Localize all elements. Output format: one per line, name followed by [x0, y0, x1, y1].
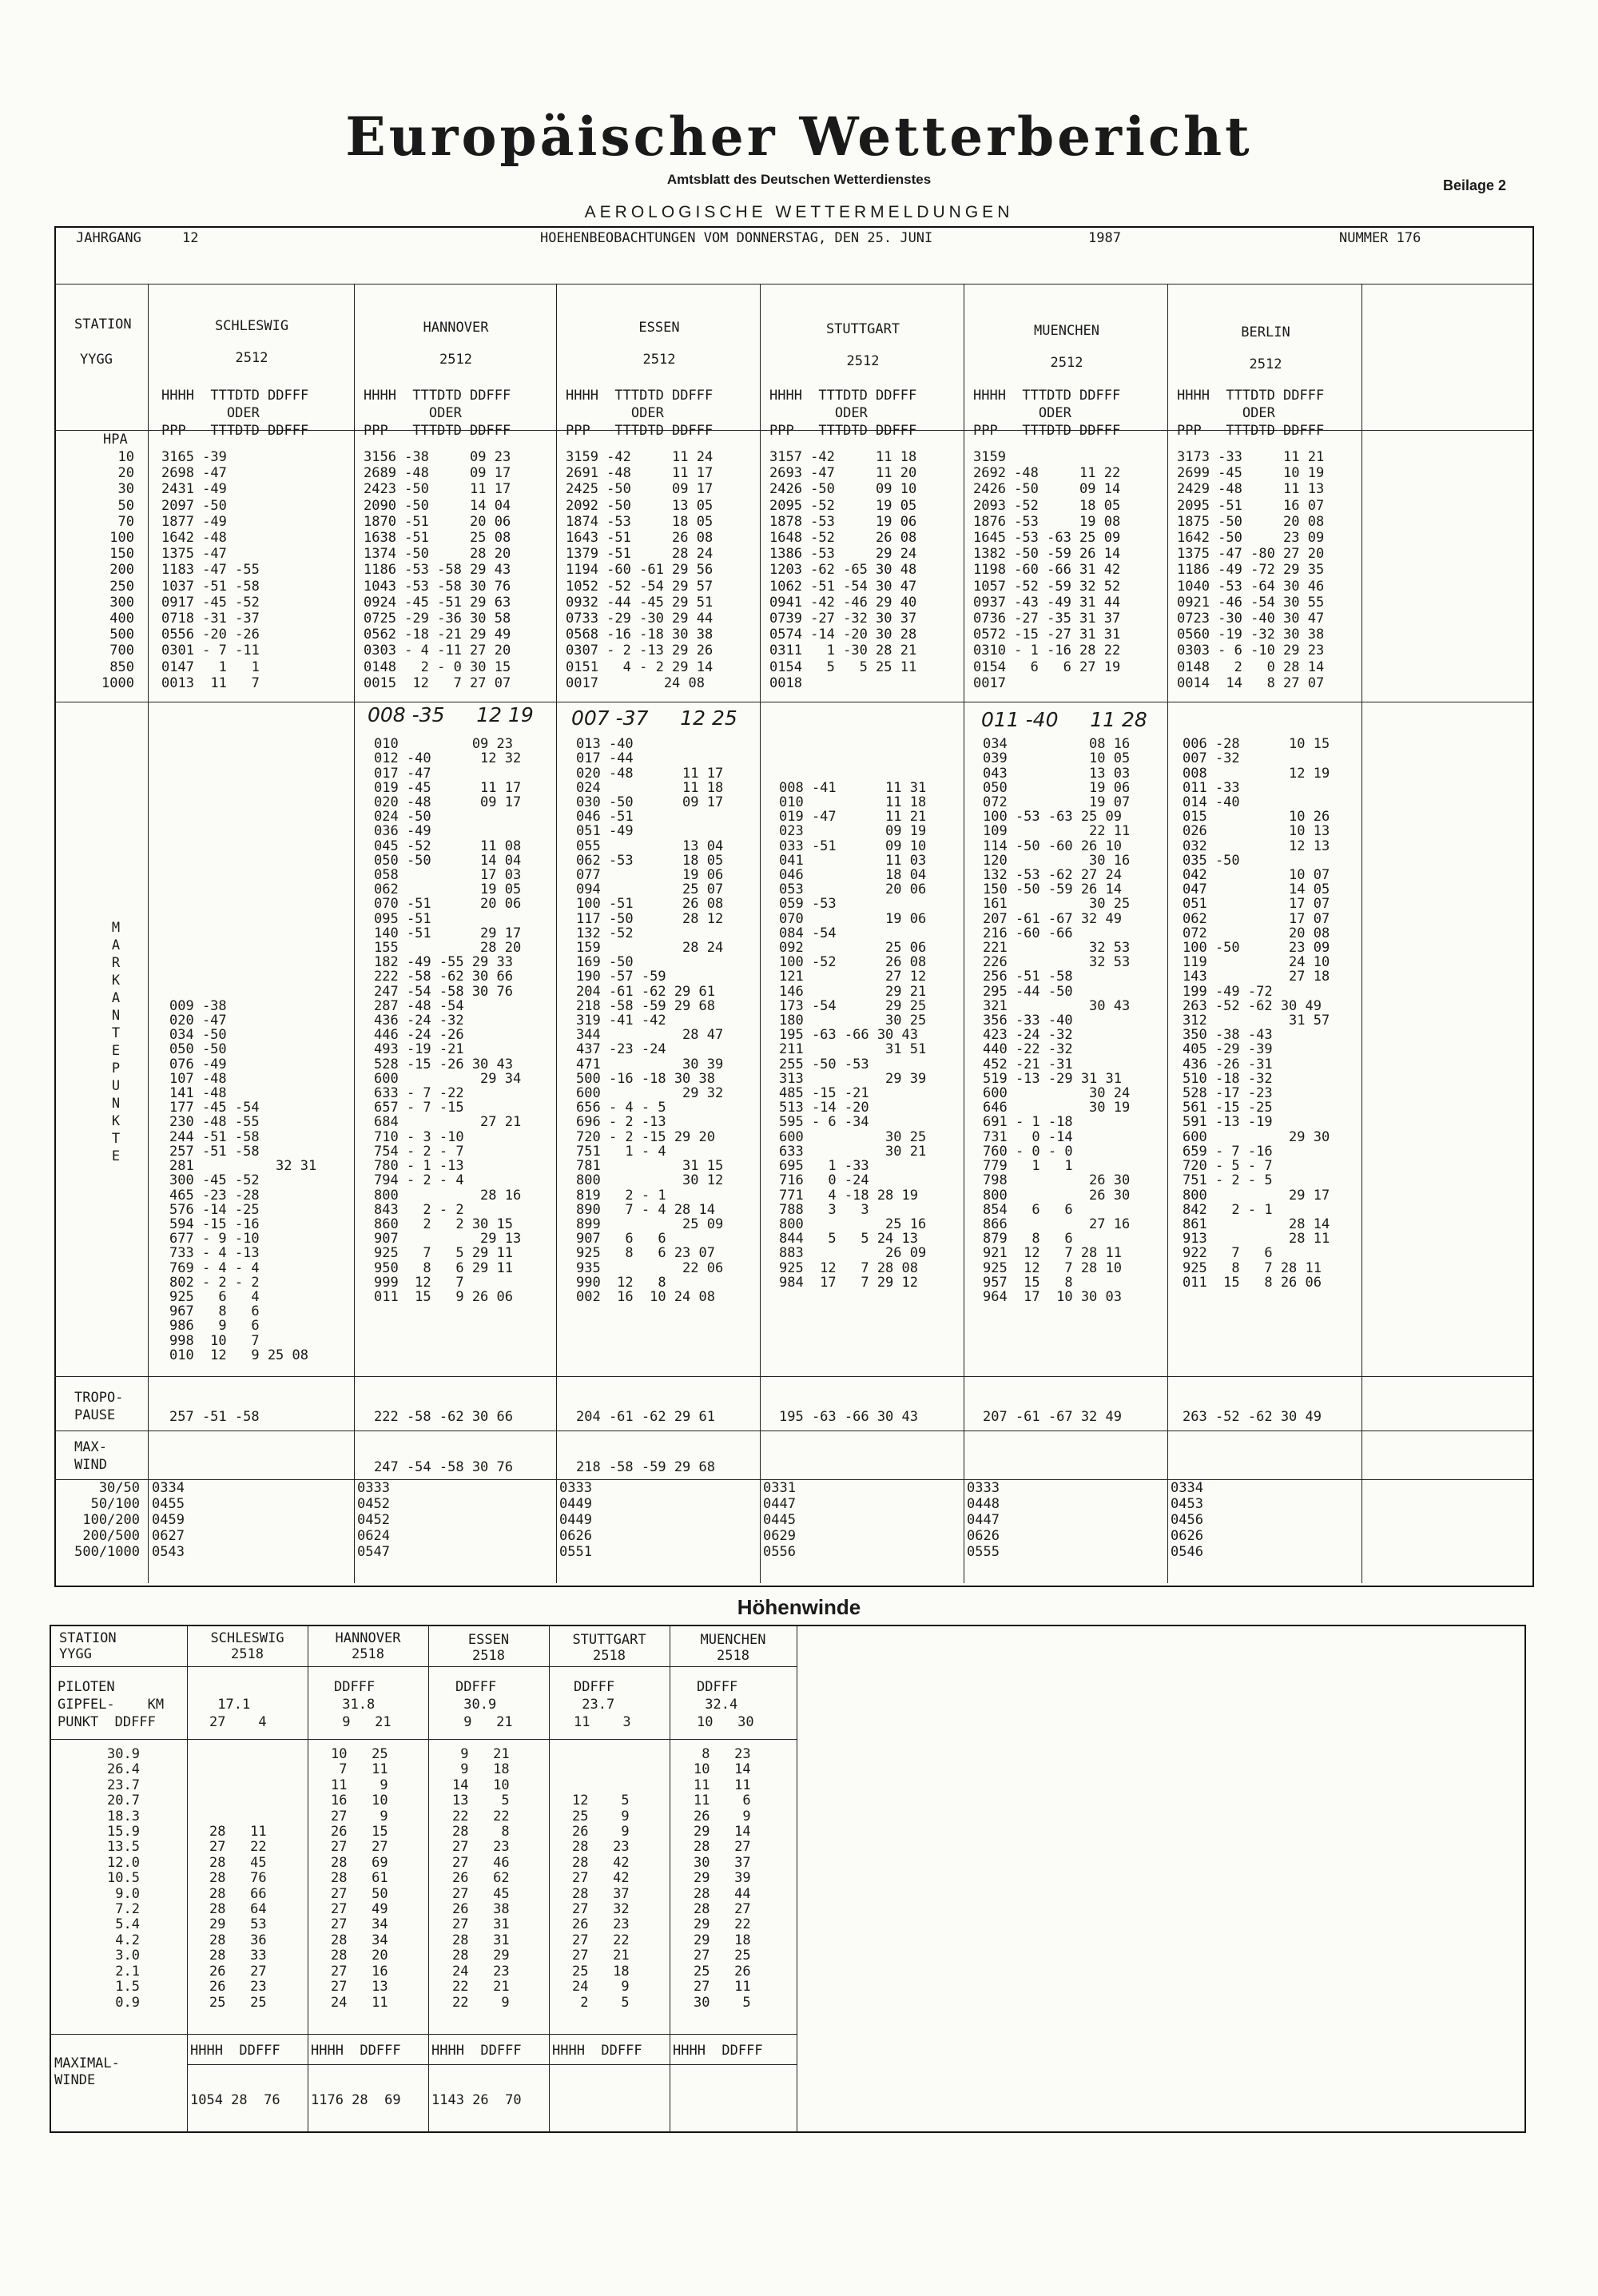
column-header-line: ODER — [566, 405, 664, 421]
piloten-label: PILOTEN GIPFEL- KM PUNKT DDFFF — [58, 1679, 165, 1730]
divider — [187, 1625, 188, 2133]
divider — [54, 284, 1534, 285]
significant-level-data: 034 08 16 039 10 05 043 13 03 050 19 06 072 19 07 100 -53 -63 25 09 109 22 11 114 -50 -60 26 10 120 30 16 132 -53 -62 27 24 150 -50 -59 26 14 161 30 25 207 -61 -67 32 49 216 -60 -66 221 32 53 226 32 53 256 -51 -58 295 -44 -50 321 30 43 356 -33 -40 423 -24 -32 440 -22 -32 452 -21 -31 519 -13 -29 31 31 600 30 24 646 30 19 691 - 1 -18 731 0 -14 760 - 0 - 0 779 1 1 798 26 30 800 26 30 854 6 6 866 27 16 879 8 6 921 12 7 28 11 925 12 7 28 10 957 15 8 964 17 10 30 03 — [983, 736, 1131, 1305]
column-header-line: PPP TTTDTD DDFFF — [1177, 423, 1325, 439]
standard-level-data: 3165 -39 2698 -47 2431 -49 2097 -50 1877 -49 1642 -48 1375 -47 1183 -47 -55 1037 -51 -58 0917 -45 -52 0718 -31 -37 0556 -20 -26 0301 - 7 -11 0147 1 1 0013 11 7 — [161, 449, 260, 691]
column-header-line: PPP TTTDTD DDFFF — [973, 423, 1121, 439]
max-winds-value: 1054 28 76 — [190, 2092, 280, 2108]
station-name: SCHLESWIG — [214, 318, 289, 334]
divider — [354, 284, 355, 1583]
supplement-label: Beilage 2 — [1443, 177, 1507, 193]
layer-values: 0334 0453 0456 0626 0546 — [1171, 1480, 1203, 1560]
markante-punkte-label: MARKANTE PUNKTE — [111, 920, 121, 1164]
pressure-levels: 10 20 30 50 70 100 150 200 250 300 400 500 700 850 1000 — [101, 449, 134, 691]
significant-level-data: 006 -28 10 15 007 -32 008 12 19 011 -33 014 -40 015 10 26 026 10 13 032 12 13 035 -50 042 10 07 047 14 05 051 17 07 062 17 07 072 20 08 100 -50 23 09 119 24 10 143 27 18 199 -49 -72 263 -52 -62 30 49 312 31 57 350 -38 -43 405 -29 -39 436 -26 -31 510 -18 -32 528 -17 -23 561 -15 -25 591 -13 -19 600 29 30 659 - 7 -16 720 - 5 - 7 751 - 2 - 5 800 29 17 842 2 - 1 861 28 14 913 28 11 922 7 6 925 8 7 28 11 011 15 8 26 06 — [1183, 736, 1330, 1291]
yygg-label: YYGG — [80, 352, 113, 368]
divider — [187, 2064, 797, 2065]
page-title: Europäischer Wetterbericht — [345, 105, 1253, 168]
station-label: STATION — [74, 316, 132, 332]
section-title: AEROLOGISCHE WETTERMELDUNGEN — [584, 203, 1014, 221]
station-name: MUENCHEN — [700, 1632, 766, 1648]
column-header-line: ODER — [973, 405, 1071, 421]
station-yygg: 2518 — [352, 1646, 384, 1662]
divider — [428, 1625, 429, 2133]
column-header-line: PPP TTTDTD DDFFF — [566, 423, 714, 439]
observation-year: 1987 — [1088, 230, 1121, 246]
handwritten-note: 007 -37 12 25 — [571, 706, 737, 730]
max-winds-value: 1143 26 70 — [431, 2092, 522, 2108]
handwritten-note: 008 -35 12 19 — [368, 703, 534, 726]
column-header-line: ODER — [769, 405, 868, 421]
station-yygg: 2512 — [439, 352, 472, 368]
column-header-line: HHHH TTTDTD DDFFF — [161, 388, 309, 404]
divider — [50, 2034, 797, 2035]
station-name: MUENCHEN — [1034, 323, 1099, 339]
column-header-line: HHHH TTTDTD DDFFF — [566, 388, 714, 404]
wind-values: 10 25 7 11 11 9 16 10 27 9 26 15 27 27 28 69 28 61 27 50 27 49 27 34 28 34 28 20 27 16 27 13 24 11 — [331, 1746, 388, 2011]
column-header-line: ODER — [364, 405, 462, 421]
station-name: BERLIN — [1241, 324, 1290, 340]
station-yygg: 2518 — [472, 1648, 505, 1664]
max-winds-header: HHHH DDFFF — [190, 2043, 280, 2059]
column-header-line: HHHH TTTDTD DDFFF — [769, 388, 917, 404]
maxwind-value: 218 -58 -59 29 68 — [576, 1459, 715, 1475]
station-name: ESSEN — [638, 320, 680, 336]
layer-labels: 30/50 50/100 100/200 200/500 500/1000 — [74, 1480, 140, 1560]
column-header-line: PPP TTTDTD DDFFF — [364, 423, 511, 439]
max-winds-value: 1176 28 69 — [311, 2092, 401, 2108]
station-name: HANNOVER — [335, 1630, 401, 1646]
tropopause-value: 263 -52 -62 30 49 — [1183, 1409, 1322, 1425]
station-yygg: 2518 — [593, 1648, 626, 1664]
station-label: STATION — [59, 1630, 117, 1646]
wind-values: 12 5 25 9 26 9 28 23 28 42 27 42 28 37 27 32 26 23 27 22 27 21 25 18 24 9 2 5 — [572, 1793, 630, 2011]
height-levels: 30.9 26.4 23.7 20.7 18.3 15.9 13.5 12.0 10.5 9.0 7.2 5.4 4.2 3.0 2.1 1.5 0.9 — [107, 1746, 140, 2011]
subtitle: Amtsblatt des Deutschen Wetterdienstes — [666, 172, 932, 187]
hpa-label: HPA — [103, 432, 128, 448]
column-header-line: ODER — [161, 405, 260, 421]
significant-level-data: 009 -38 020 -47 034 -50 050 -50 076 -49 107 -48 141 -48 177 -45 -54 230 -48 -55 244 -51 -58 257 -51 -58 281 32 31 300 -45 -52 465 -23 -28 576 -14 -25 594 -15 -16 677 - 9 -10 733 - 4 -13 769 - 4 - 4 802 - 2 - 2 925 6 4 967 8 6 986 9 6 998 10 7 010 12 9 25 08 — [169, 997, 317, 1363]
tropopause-value: 222 -58 -62 30 66 — [374, 1409, 513, 1425]
station-name: SCHLESWIG — [210, 1630, 284, 1646]
station-yygg: 2512 — [642, 352, 676, 368]
piloten-summit: DDFFF 30.9 9 21 — [455, 1679, 513, 1730]
column-header-line: HHHH TTTDTD DDFFF — [973, 388, 1121, 404]
divider — [148, 284, 149, 1583]
wind-values: 9 21 9 18 14 10 13 5 22 22 28 8 27 23 27 46 26 62 27 45 26 38 27 31 28 31 28 29 24 23 22 21 22 9 — [452, 1746, 510, 2011]
tropopause-value: 207 -61 -67 32 49 — [983, 1409, 1122, 1425]
observation-date: HOEHENBEOBACHTUNGEN VOM DONNERSTAG, DEN 25. JUNI — [540, 230, 933, 246]
max-winds-header: HHHH DDFFF — [552, 2043, 642, 2059]
handwritten-note: 011 -40 11 28 — [981, 708, 1147, 731]
divider — [50, 1739, 797, 1740]
max-winds-header: HHHH DDFFF — [673, 2043, 763, 2059]
station-yygg: 2518 — [717, 1648, 749, 1664]
station-name: HANNOVER — [423, 320, 489, 336]
station-yygg: 2512 — [1050, 355, 1083, 371]
wind-values: 8 23 10 14 11 11 11 6 26 9 29 14 28 27 30 37 29 39 28 44 28 27 29 22 29 18 27 25 25 26 27 11 30 5 — [694, 1746, 751, 2011]
maxwind-value: 247 -54 -58 30 76 — [374, 1459, 513, 1475]
max-winds-header: HHHH DDFFF — [311, 2043, 401, 2059]
tropopause-label: TROPO- PAUSE — [74, 1390, 124, 1423]
layer-values: 0333 0452 0452 0624 0547 — [357, 1480, 390, 1560]
station-yygg: 2512 — [1249, 356, 1282, 372]
standard-level-data: 3173 -33 11 21 2699 -45 10 19 2429 -48 11 13 2095 -51 16 07 1875 -50 20 08 1642 -50 23 09 1375 -47 -80 27 20 1186 -49 -72 29 35 1040 -53 -64 30 46 0921 -46 -54 30 55 0723 -30 -40 30 47 0560 -19 -32 30 38 0303 - 6 -10 29 23 0148 2 0 28 14 0014 14 8 27 07 — [1177, 449, 1325, 691]
station-yygg: 2512 — [846, 353, 880, 369]
jahrgang-label: JAHRGANG — [76, 230, 141, 246]
tropopause-value: 257 -51 -58 — [169, 1409, 260, 1425]
station-yygg: 2518 — [231, 1646, 264, 1662]
piloten-summit: 17.1 27 4 — [209, 1697, 267, 1730]
wind-values: 28 11 27 22 28 45 28 76 28 66 28 64 29 53 28 36 28 33 26 27 26 23 25 25 — [209, 1824, 267, 2011]
standard-level-data: 3157 -42 11 18 2693 -47 11 20 2426 -50 09 10 2095 -52 19 05 1878 -53 19 06 1648 -52 26 08 1386 -53 29 24 1203 -62 -65 30 48 1062 -51 -54 30 47 0941 -42 -46 29 40 0739 -27 -32 30 37 0574 -14 -20 30 28 0311 1 -30 28 21 0154 5 5 25 11 0018 — [769, 449, 917, 691]
tropopause-value: 204 -61 -62 29 61 — [576, 1409, 715, 1425]
column-header-line: PPP TTTDTD DDFFF — [161, 423, 309, 439]
significant-level-data: 010 09 23 012 -40 12 32 017 -47 019 -45 11 17 020 -48 09 17 024 -50 036 -49 045 -52 11 08 050 -50 14 04 058 17 03 062 19 05 070 -51 20 06 095 -51 140 -51 29 17 155 28 20 182 -49 -55 29 33 222 -58 -62 30 66 247 -54 -58 30 76 287 -48 -54 436 -24 -32 446 -24 -26 493 -19 -21 528 -15 -26 30 43 600 29 34 633 - 7 -22 657 - 7 -15 684 27 21 710 - 3 -10 754 - 2 - 7 780 - 1 -13 794 - 2 - 4 800 28 16 843 2 - 2 860 2 2 30 15 907 29 13 925 7 5 29 11 950 8 6 29 11 999 12 7 011 15 9 26 06 — [374, 736, 522, 1305]
divider — [1361, 284, 1362, 1583]
piloten-summit: DDFFF 32.4 10 30 — [697, 1679, 754, 1730]
column-header-line: HHHH TTTDTD DDFFF — [364, 388, 511, 404]
station-name: STUTTGART — [825, 321, 900, 337]
standard-level-data: 3159 -42 11 24 2691 -48 11 17 2425 -50 09 17 2092 -50 13 05 1874 -53 18 05 1643 -51 26 08 1379 -51 28 24 1194 -60 -61 29 56 1052 -52 -54 29 57 0932 -44 -45 29 51 0733 -29 -30 29 44 0568 -16 -18 30 38 0307 - 2 -13 29 26 0151 4 - 2 29 14 0017 24 08 — [566, 449, 714, 691]
yygg-label: YYGG — [59, 1646, 92, 1662]
layer-values: 0333 0448 0447 0626 0555 — [967, 1480, 1000, 1560]
column-header-line: ODER — [1177, 405, 1275, 421]
max-winds-label: MAXIMAL- WINDE — [54, 2055, 120, 2088]
standard-level-data: 3156 -38 09 23 2689 -48 09 17 2423 -50 11 17 2090 -50 14 04 1870 -51 20 06 1638 -51 25 08 1374 -50 28 20 1186 -53 -58 29 43 1043 -53 -58 30 76 0924 -45 -51 29 63 0725 -29 -36 30 58 0562 -18 -21 29 49 0303 - 4 -11 27 20 0148 2 - 0 30 15 0015 12 7 27 07 — [364, 449, 511, 691]
significant-level-data: 008 -41 11 31 010 11 18 019 -47 11 21 023 09 19 033 -51 09 10 041 11 03 046 18 04 053 20 06 059 -53 070 19 06 084 -54 092 25 06 100 -52 26 08 121 27 12 146 29 21 173 -54 29 25 180 30 25 195 -63 -66 30 43 211 31 51 255 -50 -53 313 29 39 485 -15 -21 513 -14 -20 595 - 6 -34 600 30 25 633 30 21 695 1 -33 716 0 -24 771 4 -18 28 19 788 3 3 800 25 16 844 5 5 24 13 883 26 09 925 12 7 28 08 984 17 7 29 12 — [779, 779, 927, 1291]
station-name: STUTTGART — [572, 1632, 646, 1648]
column-header-line: PPP TTTDTD DDFFF — [769, 423, 917, 439]
divider — [549, 1625, 550, 2133]
standard-level-data: 3159 2692 -48 11 22 2426 -50 09 14 2093 -52 18 05 1876 -53 19 08 1645 -53 -63 25 09 1382 -50 -59 26 14 1198 -60 -66 31 42 1057 -52 -59 32 52 0937 -43 -49 31 44 0736 -27 -35 31 37 0572 -15 -27 31 31 0310 - 1 -16 28 22 0154 6 6 27 19 0017 — [973, 449, 1121, 691]
station-name: ESSEN — [467, 1632, 510, 1648]
layer-values: 0331 0447 0445 0629 0556 — [763, 1480, 796, 1560]
column-header-line: HHHH TTTDTD DDFFF — [1177, 388, 1325, 404]
max-winds-header: HHHH DDFFF — [431, 2043, 522, 2059]
tropopause-value: 195 -63 -66 30 43 — [779, 1409, 918, 1425]
jahrgang-value: 12 — [182, 230, 199, 246]
hoehenwinde-title: Höhenwinde — [737, 1595, 861, 1619]
piloten-summit: DDFFF 23.7 11 3 — [574, 1679, 631, 1730]
divider — [50, 1666, 797, 1667]
layer-values: 0333 0449 0449 0626 0551 — [559, 1480, 592, 1560]
piloten-summit: DDFFF 31.8 9 21 — [334, 1679, 392, 1730]
issue-number: NUMMER 176 — [1339, 230, 1421, 246]
maxwind-label: MAX- WIND — [74, 1439, 107, 1473]
divider — [760, 284, 761, 1583]
station-yygg: 2512 — [235, 350, 268, 366]
divider — [1167, 284, 1168, 1583]
layer-values: 0334 0455 0459 0627 0543 — [152, 1480, 185, 1560]
significant-level-data: 013 -40 017 -44 020 -48 11 17 024 11 18 030 -50 09 17 046 -51 051 -49 055 13 04 062 -53 18 05 077 19 06 094 25 07 100 -51 26 08 117 -50 28 12 132 -52 159 28 24 169 -50 190 -57 -59 204 -61 -62 29 61 218 -58 -59 29 68 319 -41 -42 344 28 47 437 -23 -24 471 30 39 500 -16 -18 30 38 600 29 32 656 - 4 - 5 696 - 2 -13 720 - 2 -15 29 20 751 1 - 4 781 31 15 800 30 12 819 2 - 1 890 7 - 4 28 14 899 25 09 907 6 6 925 8 6 23 07 935 22 06 990 12 8 002 16 10 24 08 — [576, 736, 724, 1305]
divider — [54, 1376, 1534, 1377]
divider — [556, 284, 557, 1583]
